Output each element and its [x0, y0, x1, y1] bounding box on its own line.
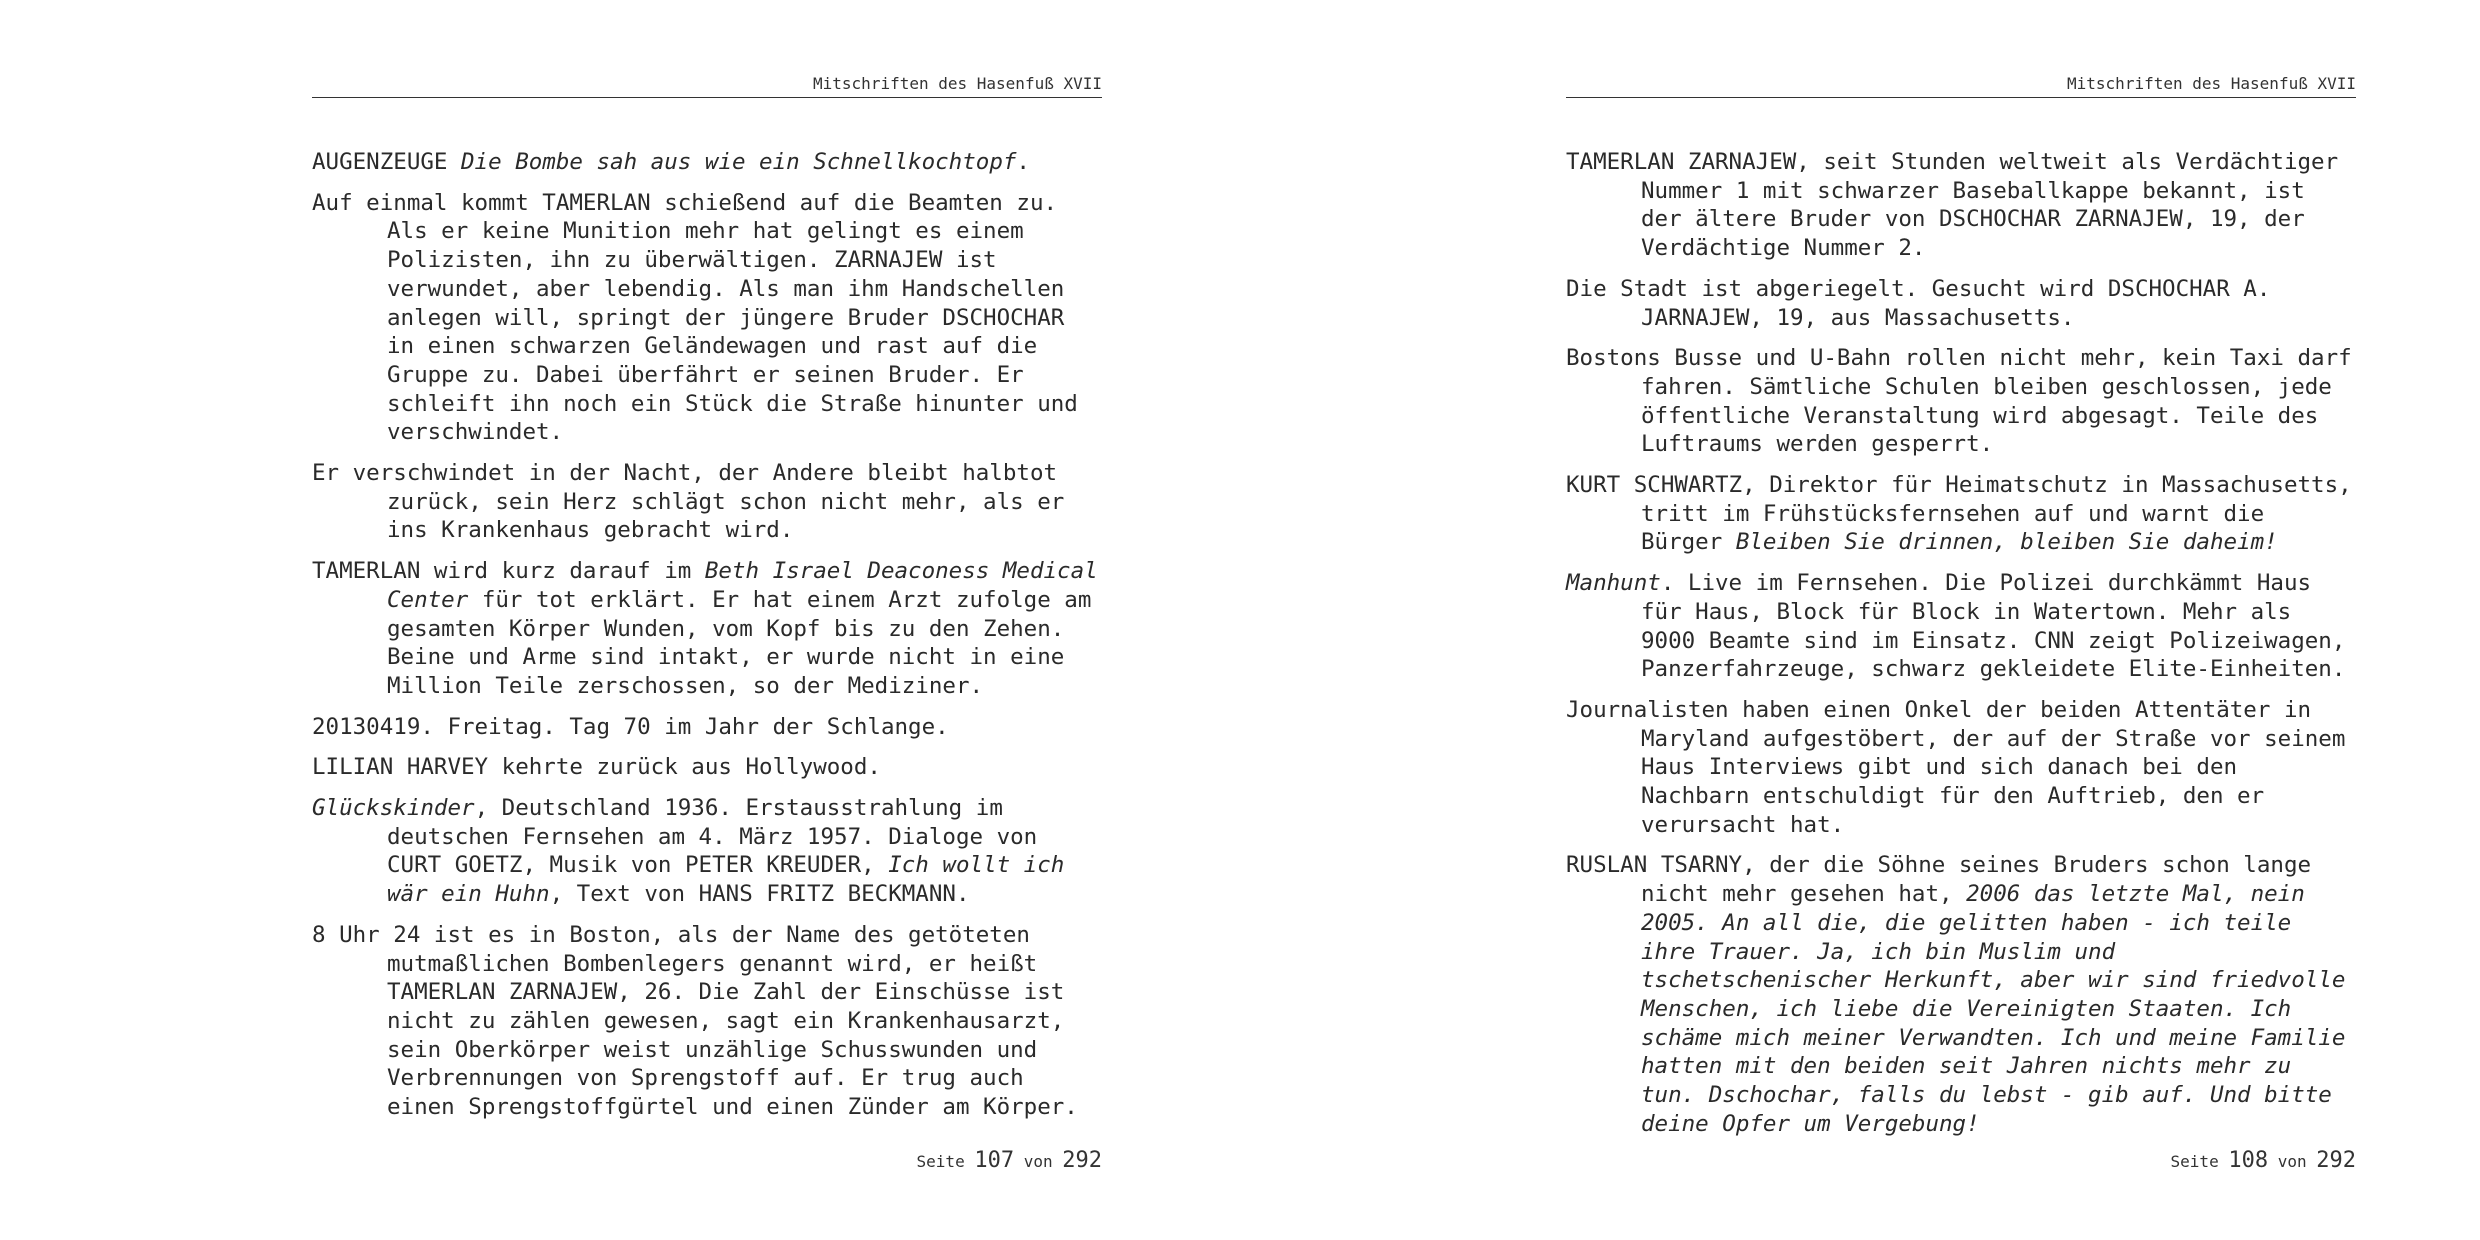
running-header: Mitschriften des Hasenfuß XVII [1566, 74, 2356, 98]
text-run: AUGENZEUGE [312, 149, 462, 175]
paragraph [1566, 851, 2356, 1138]
page-number: 108 [2228, 1148, 2269, 1173]
text-run: . Live im Fernsehen. Die Polizei durchkämmt Haus für Haus, Block für Block in Watertown. Mehr als 9000 Beamte sind im Einsatz. CNN zeigt Polizeiwagen, Panzerfahrzeuge, schwarz gekleidete Elite-Einheiten. [1641, 570, 2346, 683]
text-run: Bostons Busse und U-Bahn rollen nicht mehr, kein Taxi darf fahren. Sämtliche Schulen bleiben geschlossen, jede öffentliche Veranstaltung wird abgesagt. Teile des Luftraums werden gesperrt. [1566, 345, 2352, 458]
running-header: Mitschriften des Hasenfuß XVII [312, 74, 1102, 98]
footer-prefix: Seite [2170, 1152, 2229, 1171]
paragraph [1566, 471, 2356, 557]
paragraph [1566, 275, 2356, 332]
text-run: , Deutschland 1936. Erstausstrahlung im deutschen Fernsehen am 4. März 1957. Dialoge von CURT GOETZ, Musik von PETER KREUDER, [387, 795, 1038, 879]
footer-middle: von [2268, 1152, 2317, 1171]
paragraph [312, 753, 1102, 782]
text-run: 8 Uhr 24 ist es in Boston, als der Name des getöteten mutmaßlichen Bombenlegers genannt wird, er heißt TAMERLAN ZARNAJEW, 26. Die Zahl der Einschüsse ist nicht zu zählen gewesen, sagt ein Krankenhausarzt, sein Oberkörper weist unzählige Schusswunden und Verbrennungen von Sprengstoff auf. Er trug auch einen Sprengstoffgürtel und einen Zünder am Körper. [312, 921, 1078, 1121]
paragraph [312, 557, 1102, 701]
text-run: RUSLAN TSARNY, der die Söhne seines Bruders schon lange nicht mehr gesehen hat, [1566, 852, 2312, 908]
italic-text: Beth Israel Deaconess Medical Center [387, 558, 1098, 613]
text-run: , Text von HANS FRITZ BECKMANN. [549, 881, 970, 908]
right-page [1566, 0, 2356, 1240]
text-run: für tot erklärt. Er hat einem Arzt zufolge am gesamten Körper Wunden, vom Kopf bis zu den Zehen. Beine und Arme sind intakt, er wurde nicht in eine Million Teile zerschossen, so der Mediziner. [387, 586, 1092, 699]
page-body [1566, 148, 2356, 1151]
paragraph [312, 459, 1102, 545]
text-run: TAMERLAN wird kurz darauf im [312, 558, 705, 585]
paragraph [1566, 148, 2356, 263]
paragraph [312, 794, 1102, 909]
italic-text: Die Bombe sah aus wie ein Schnellkochtopf [461, 149, 1017, 175]
italic-text: Ich wollt ich wär ein Huhn [387, 852, 1065, 908]
page-total: 292 [1062, 1148, 1102, 1173]
italic-text: Bleiben Sie drinnen, bleiben Sie daheim! [1735, 529, 2278, 556]
page-footer [312, 1148, 1102, 1173]
paragraph [1566, 344, 2356, 459]
text-run: 20130419. Freitag. Tag 70 im Jahr der Schlange. [312, 713, 949, 740]
text-run: Er verschwindet in der Nacht, der Andere bleibt halbtot zurück, sein Herz schlägt schon nicht mehr, als er ins Krankenhaus gebracht wird. [312, 460, 1065, 544]
page-total: 292 [2316, 1148, 2356, 1173]
page-body [312, 148, 1102, 1134]
text-run: LILIAN HARVEY kehrte zurück aus Hollywood. [312, 754, 881, 781]
footer-prefix: Seite [916, 1152, 975, 1171]
left-page [312, 0, 1102, 1240]
text-run: . [1016, 149, 1030, 175]
text-run: TAMERLAN ZARNAJEW, seit Stunden weltweit als Verdächtiger Nummer 1 mit schwarzer Baseballkappe bekannt, ist der ältere Bruder von DSCHOCHAR ZARNAJEW, 19, der Verdächtige Nummer 2. [1566, 149, 2339, 262]
paragraph [312, 148, 1102, 177]
italic-text: Glückskinder [312, 795, 475, 822]
footer-middle: von [1014, 1152, 1063, 1171]
italic-text: 2006 das letzte Mal, nein 2005. An all die, die gelitten haben - ich teile ihre Trauer. Ja, ich bin Muslim und tschetschenischer Herkunft, aber wir sind friedvolle Menschen, ich liebe die Vereinigten Staaten. Ich schäme mich meiner Verwandten. Ich und meine Familie hatten mit den beiden seit Jahren nichts mehr zu tun. Dschochar, falls du lebst - gib auf. Und bitte deine Opfer um Vergebung! [1641, 881, 2346, 1137]
text-run: Auf einmal kommt TAMERLAN schießend auf die Beamten zu. Als er keine Munition mehr hat gelingt es einem Polizisten, ihn zu überwältigen. ZARNAJEW ist verwundet, aber lebendig. Als man ihm Handschellen anlegen will, springt der jüngere Bruder DSCHOCHAR in einen schwarzen Geländewagen und rast auf die Gruppe zu. Dabei überfährt er seinen Bruder. Er schleift ihn noch ein Stück die Straße hinunter und verschwindet. [312, 189, 1078, 446]
page-number: 107 [974, 1148, 1015, 1173]
text-run: Journalisten haben einen Onkel der beiden Attentäter in Maryland aufgestöbert, der auf der Straße vor seinem Haus Interviews gibt und sich danach bei den Nachbarn entschuldigt für den Auftrieb, den er verursacht hat. [1566, 696, 2346, 838]
paragraph [1566, 696, 2356, 840]
paragraph [312, 189, 1102, 447]
text-run: Die Stadt ist abgeriegelt. Gesucht wird DSCHOCHAR A. JARNAJEW, 19, aus Massachusetts. [1566, 275, 2271, 331]
paragraph [1566, 569, 2356, 684]
paragraph [312, 921, 1102, 1122]
paragraph [312, 713, 1102, 742]
text-run: KURT SCHWARTZ, Direktor für Heimatschutz in Massachusetts, tritt im Frühstücksfernsehen auf und warnt die Bürger [1566, 472, 2352, 556]
italic-text: Manhunt [1566, 570, 1661, 597]
page-footer [1566, 1148, 2356, 1173]
